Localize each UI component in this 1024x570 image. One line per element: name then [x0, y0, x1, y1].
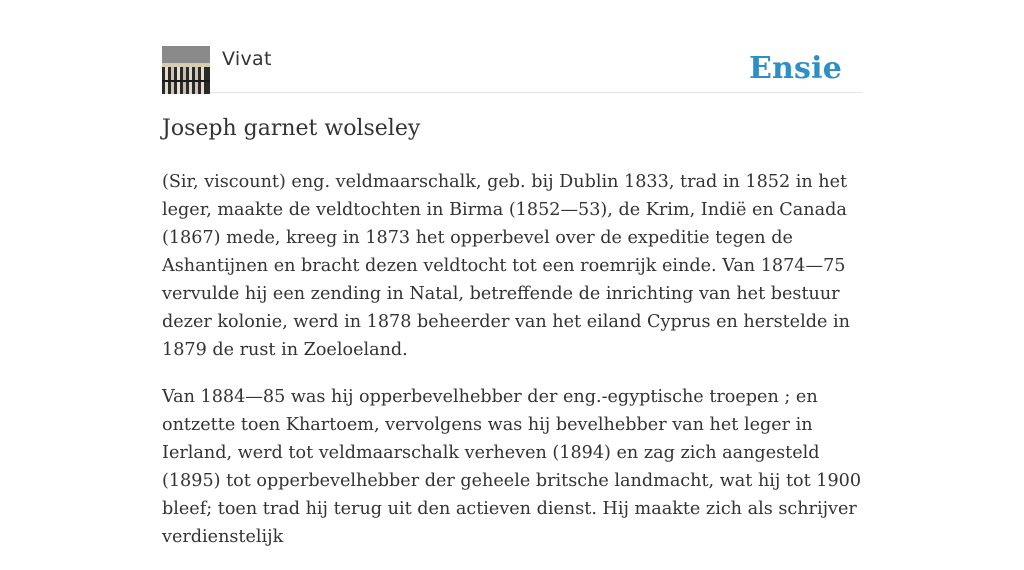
article-paragraph: (Sir, viscount) eng. veldmaarschalk, geb. bij Dublin 1833, trad in 1852 in het leger, maakte de veldtochten in Birma (1852—53), de Krim, Indië en Canada (1867) mede, kreeg in 1873 het opperbevel over de expeditie tegen de Ashantijnen en bracht dezen veldtocht tot een roemrijk einde. Van 1874—75 vervulde hij een zending in Natal, betreffende de inrichting van het bestuur dezer kolonie, werd in 1878 beheerder van het eiland Cyprus en herstelde in 1879 de rust in Zoeloeland.: [162, 172, 850, 360]
book-spines-avatar-icon: [162, 46, 210, 94]
article-paragraph: Van 1884—85 was hij opperbevelhebber der eng.-egyptische troepen ; en ontzette toen Khartoem, vervolgens was hij bevelhebber van het leger in Ierland, werd tot veldmaarschalk verheven (1894) en zag zich aangesteld (1895) tot opperbevelhebber der geheele britsche landmacht, wat hij tot 1900 bleef; toen trad hij terug uit den actieven dienst. Hij maakte zich als schrijver verdienstelijk: [162, 387, 862, 547]
page-header: [162, 46, 862, 93]
author-avatar[interactable]: [162, 46, 210, 94]
ensie-logo-link[interactable]: Ensie: [748, 51, 842, 86]
article-body: [162, 168, 864, 570]
article-title: Joseph garnet wolseley: [162, 116, 421, 141]
author-name[interactable]: Vivat: [222, 48, 272, 70]
